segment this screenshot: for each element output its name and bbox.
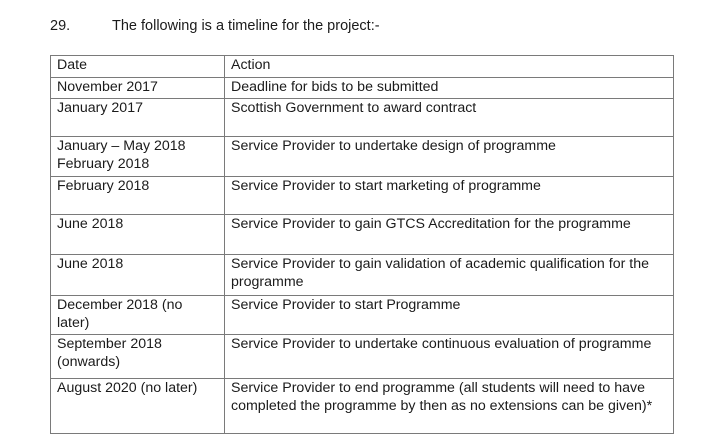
cell-date xyxy=(51,99,225,137)
column-header-action: Action xyxy=(225,56,674,78)
cell-date-line-1: June 2018 xyxy=(57,216,124,232)
table-row xyxy=(51,137,674,177)
cell-date-line-2: February 2018 xyxy=(57,155,150,172)
cell-date-line-1: November 2017 xyxy=(57,78,158,95)
table-row xyxy=(51,77,674,99)
cell-action: Service Provider to start Programme xyxy=(225,296,674,335)
table-row xyxy=(51,296,674,335)
cell-action: Scottish Government to award contract xyxy=(225,99,674,137)
cell-date xyxy=(51,296,225,335)
cell-date-line-1: February 2018 xyxy=(57,178,150,194)
table-row xyxy=(51,99,674,137)
cell-date xyxy=(51,137,225,177)
cell-action: Service Provider to gain validation of academic qualification for the programme xyxy=(225,255,674,296)
paragraph-text: The following is a timeline for the project:- xyxy=(112,18,380,34)
paragraph-heading xyxy=(50,17,670,35)
cell-action: Service Provider to gain GTCS Accreditation for the programme xyxy=(225,215,674,255)
cell-date-line-1: September 2018 xyxy=(57,336,162,352)
cell-date xyxy=(51,335,225,379)
cell-date-line-2: (onwards) xyxy=(57,353,121,370)
table-row xyxy=(51,177,674,215)
cell-action: Service Provider to start marketing of programme xyxy=(225,177,674,215)
cell-date xyxy=(51,77,225,99)
cell-action: Service Provider to end programme (all students will need to have completed the programme by then as no extensions can be given)* xyxy=(225,379,674,434)
cell-action: Service Provider to undertake design of programme xyxy=(225,137,674,177)
cell-date xyxy=(51,215,225,255)
cell-date xyxy=(51,177,225,215)
cell-date-line-1: January 2017 xyxy=(57,100,143,116)
table-row xyxy=(51,335,674,379)
cell-date xyxy=(51,255,225,296)
cell-date-line-1: August 2020 (no later) xyxy=(57,380,198,396)
cell-action: Deadline for bids to be submitted xyxy=(225,77,674,99)
table-row xyxy=(51,215,674,255)
table-row xyxy=(51,255,674,296)
cell-date-line-1: December 2018 (no xyxy=(57,297,183,313)
cell-date-line-1: January – May 2018 xyxy=(57,138,186,154)
column-header-date: Date xyxy=(51,56,225,78)
timeline-table xyxy=(50,55,674,434)
cell-date-line-2: later) xyxy=(57,314,90,331)
cell-date-line-1: June 2018 xyxy=(57,256,124,272)
cell-action: Service Provider to undertake continuous evaluation of programme xyxy=(225,335,674,379)
table-header-row xyxy=(51,56,674,78)
paragraph-number: 29. xyxy=(50,18,71,34)
cell-date xyxy=(51,379,225,434)
table-row xyxy=(51,379,674,434)
